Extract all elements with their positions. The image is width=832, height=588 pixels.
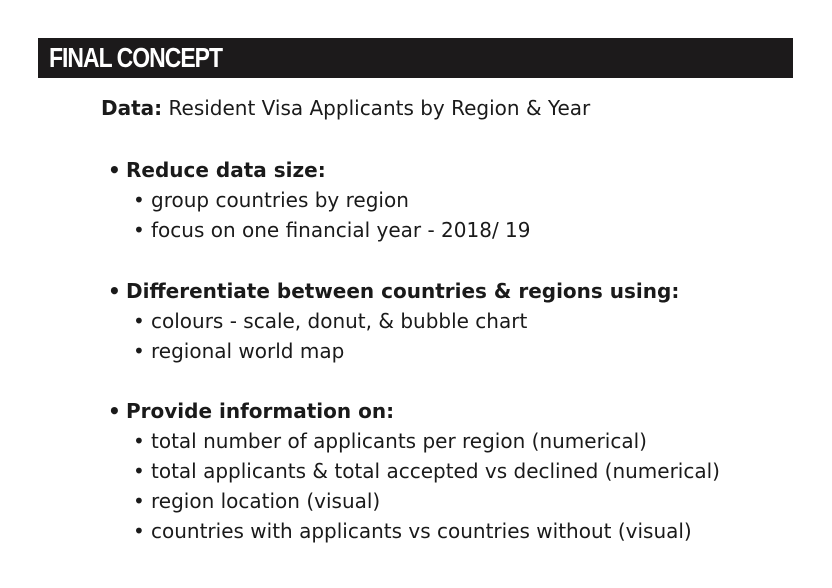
list-item — [133, 215, 531, 245]
bullet-icon: • — [108, 279, 121, 303]
list-item-text: countries with applicants vs countries without (visual) — [151, 519, 692, 543]
bullet-icon: • — [133, 489, 145, 513]
list-item — [133, 185, 531, 215]
section-heading — [108, 155, 531, 185]
page-title: FINAL CONCEPT — [49, 42, 223, 73]
bullet-icon: • — [133, 218, 145, 242]
list-item — [133, 516, 720, 546]
list-item-text: total number of applicants per region (numerical) — [151, 429, 647, 453]
list-item — [133, 456, 720, 486]
list-item-text: group countries by region — [151, 188, 409, 212]
bullet-icon: • — [133, 429, 145, 453]
section-heading — [108, 276, 679, 306]
section-items — [133, 426, 720, 546]
section-provide-information — [108, 396, 720, 546]
section-heading-text: Differentiate between countries & regions using: — [126, 279, 680, 303]
section-items — [133, 306, 679, 366]
section-heading-text: Reduce data size: — [126, 158, 326, 182]
list-item — [133, 336, 679, 366]
list-item — [133, 426, 720, 456]
bullet-icon: • — [133, 459, 145, 483]
list-item-text: region location (visual) — [151, 489, 381, 513]
section-heading-text: Provide information on: — [126, 399, 395, 423]
bullet-icon: • — [133, 339, 145, 363]
list-item-text: colours - scale, donut, & bubble chart — [151, 309, 528, 333]
list-item — [133, 486, 720, 516]
data-description — [101, 96, 590, 120]
bullet-icon: • — [133, 309, 145, 333]
section-reduce-data-size — [108, 155, 531, 245]
bullet-icon: • — [133, 188, 145, 212]
bullet-icon: • — [108, 399, 121, 423]
list-item-text: total applicants & total accepted vs declined (numerical) — [151, 459, 720, 483]
bullet-icon: • — [133, 519, 145, 543]
data-label: Data: — [101, 96, 163, 120]
section-items — [133, 185, 531, 245]
title-bar — [38, 38, 793, 78]
data-text: Resident Visa Applicants by Region & Year — [168, 96, 591, 120]
list-item-text: regional world map — [151, 339, 345, 363]
bullet-icon: • — [108, 158, 121, 182]
section-differentiate — [108, 276, 679, 366]
list-item — [133, 306, 679, 336]
list-item-text: focus on one financial year - 2018/ 19 — [151, 218, 531, 242]
section-heading — [108, 396, 720, 426]
